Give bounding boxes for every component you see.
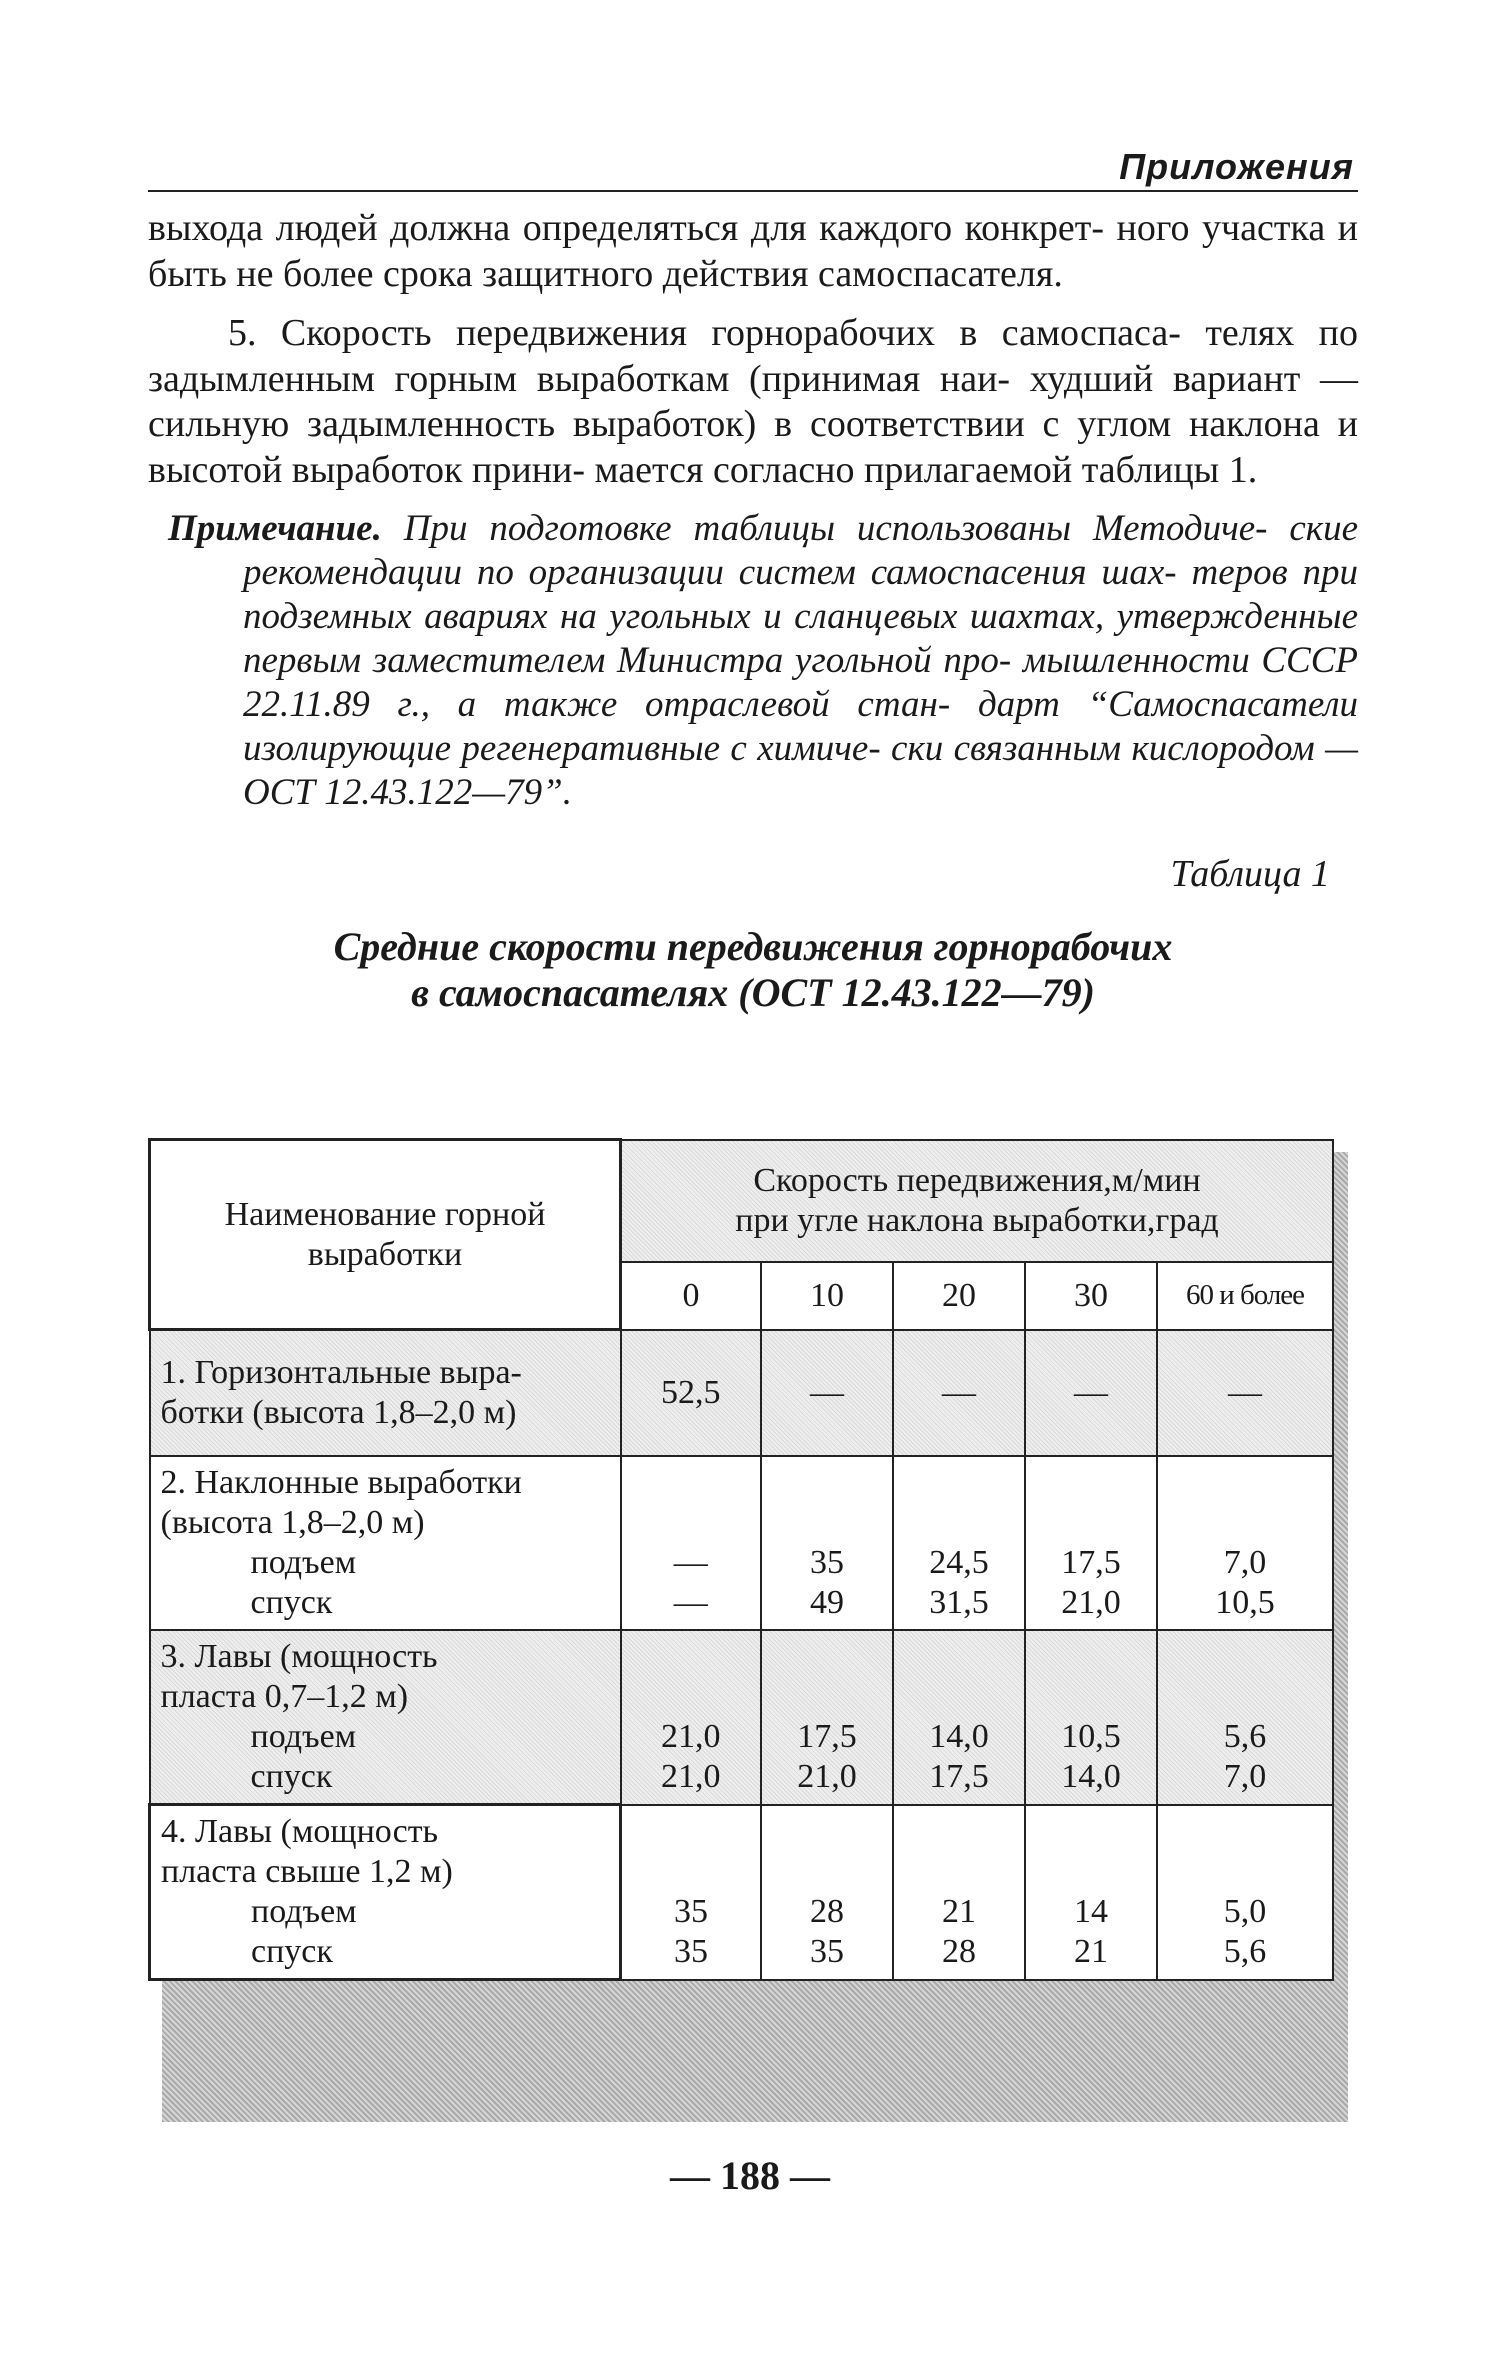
value-up: 5,6 <box>1223 1718 1267 1756</box>
table-row <box>150 1330 1334 1457</box>
page-body <box>148 146 1359 1016</box>
angle-header: 60 и более <box>1157 1262 1333 1330</box>
table-cell <box>1157 1805 1333 1980</box>
value-down: 7,0 <box>1223 1758 1267 1796</box>
col-name-line: выработки <box>307 1235 463 1273</box>
row-label-line: 1. Горизонтальные выра- <box>160 1354 522 1391</box>
sub-label-down: спуск <box>251 1933 333 1970</box>
value-up: — <box>673 1544 708 1581</box>
value-up: 7,0 <box>1223 1544 1267 1581</box>
caption-line: Средние скорости передвижения горнорабочих <box>333 924 1173 969</box>
note <box>148 507 1358 815</box>
table-cell <box>893 1630 1025 1805</box>
value-down: 49 <box>810 1584 844 1621</box>
table-cell <box>893 1805 1025 1980</box>
value-down: 21,0 <box>797 1758 857 1796</box>
col-name-header <box>150 1140 621 1330</box>
sub-label-up: подъем <box>250 1718 357 1755</box>
value-down: 5,6 <box>1223 1933 1267 1970</box>
sub-label-down: спуск <box>250 1584 333 1621</box>
sub-label-up: подъем <box>251 1893 357 1930</box>
col-name-line: Наименование горной <box>224 1195 546 1233</box>
sub-label-down: спуск <box>250 1758 333 1795</box>
table-row <box>150 1630 1334 1805</box>
angle-header: 30 <box>1025 1262 1157 1330</box>
row-label-line: 2. Наклонные выработки <box>160 1464 522 1501</box>
p2-line: худший вариант — сильную задымленность выработок) в <box>148 357 1358 445</box>
angle-header: 20 <box>893 1262 1025 1330</box>
paragraph-2 <box>148 311 1358 493</box>
note-line: мышленности СССР 22.11.89 г., а также отраслевой стан- <box>243 640 1358 725</box>
table-cell <box>621 1630 762 1805</box>
row-label-line: ботки (высота 1,8–2,0 м) <box>160 1394 517 1431</box>
table-row <box>150 1805 1334 1980</box>
value-down: 17,5 <box>929 1758 989 1796</box>
note-line: При подготовке таблицы использованы Методиче- <box>403 508 1268 549</box>
value-down: 21,0 <box>1061 1584 1121 1621</box>
note-line: ски связанным кислородом — ОСТ 12.43.122—79”. <box>243 728 1359 813</box>
col-speed-line: Скорость передвижения,м/мин <box>753 1161 1201 1199</box>
angle-header: 0 <box>621 1262 762 1330</box>
row-label-line: 3. Лавы (мощность <box>160 1638 438 1675</box>
value-down: 31,5 <box>929 1584 989 1621</box>
table-cell <box>893 1456 1025 1630</box>
speed-table <box>148 1138 1334 1981</box>
value-down: 35 <box>810 1933 844 1970</box>
value-down: 28 <box>942 1933 976 1970</box>
col-speed-header <box>621 1140 1334 1262</box>
caption-line: в самоспасателях (ОСТ 12.43.122—79) <box>411 970 1095 1015</box>
sub-label-up: подъем <box>250 1544 357 1581</box>
value-down: 21,0 <box>661 1758 721 1796</box>
table-cell <box>1025 1805 1157 1980</box>
note-line: теров при подземных авариях на угольных и сланцевых шахтах, <box>243 552 1358 637</box>
row-label-line: пласта свыше 1,2 м) <box>161 1853 453 1890</box>
table-cell <box>621 1805 762 1980</box>
value-up: 24,5 <box>929 1544 989 1581</box>
running-header <box>148 146 1358 192</box>
note-label: Примечание. <box>168 508 382 549</box>
value-up: 35 <box>674 1893 708 1930</box>
row-label <box>150 1805 621 1980</box>
value-down: 14,0 <box>1061 1758 1121 1796</box>
value-up: 5,0 <box>1223 1893 1267 1930</box>
p2-line: телях по задымленным горным выработкам (принимая наи- <box>148 312 1359 400</box>
row-label-line: пласта 0,7–1,2 м) <box>160 1678 409 1715</box>
note-line: ские рекомендации по организации систем самоспасения шах- <box>243 508 1358 593</box>
paragraph-1 <box>148 206 1358 297</box>
value-up: 21 <box>942 1893 976 1930</box>
table-row <box>150 1456 1334 1630</box>
value-down: — <box>673 1584 708 1621</box>
row-label <box>150 1330 621 1457</box>
row-label-line: 4. Лавы (мощность <box>161 1813 439 1850</box>
col-speed-line: при угле наклона выработки,град <box>735 1201 1219 1239</box>
table-caption <box>148 924 1358 1016</box>
row-label <box>150 1456 621 1630</box>
value-up: 35 <box>810 1544 844 1581</box>
table-cell <box>621 1456 762 1630</box>
value-up: 17,5 <box>797 1718 857 1756</box>
table-cell <box>761 1456 893 1630</box>
table-cell: — <box>1157 1330 1333 1457</box>
angle-header: 10 <box>761 1262 893 1330</box>
table-cell <box>1025 1630 1157 1805</box>
table-cell: 52,5 <box>621 1330 762 1457</box>
p1-line: выхода людей должна определяться для каждого конкрет- <box>148 207 1105 249</box>
p2-line: мается согласно прилагаемой таблицы 1. <box>594 448 1258 491</box>
table-container <box>148 1138 1334 1981</box>
p2-line: 5. Скорость передвижения горнорабочих в самоспаса- <box>228 312 1181 354</box>
table-cell: — <box>761 1330 893 1457</box>
table-cell <box>1157 1456 1333 1630</box>
header-title: Приложения <box>1119 146 1354 187</box>
row-label-line: (высота 1,8–2,0 м) <box>160 1504 425 1541</box>
page-number: — 188 — <box>670 2153 830 2198</box>
p2-line: соответствии с углом наклона и высотой выработок прини- <box>148 403 1358 491</box>
header-row <box>150 1140 1334 1262</box>
value-up: 28 <box>810 1893 844 1930</box>
value-up: 14,0 <box>929 1718 989 1756</box>
p1-line: ного участка и быть не более срока защитного действия <box>148 207 1359 295</box>
table-cell <box>761 1805 893 1980</box>
row-label <box>150 1630 621 1805</box>
note-line: утвержденные первым заместителем Министра угольной про- <box>243 596 1358 681</box>
note-line: дарт “Самоспасатели изолирующие регенеративные с химиче- <box>243 684 1359 769</box>
value-down: 10,5 <box>1215 1584 1275 1621</box>
table-cell <box>761 1630 893 1805</box>
table-cell <box>1157 1630 1333 1805</box>
table-cell <box>1025 1456 1157 1630</box>
p1-line: самоспасателя. <box>817 252 1063 295</box>
value-up: 21,0 <box>661 1718 721 1756</box>
value-down: 35 <box>674 1933 708 1970</box>
value-up: 10,5 <box>1061 1718 1121 1756</box>
table-cell: — <box>1025 1330 1157 1457</box>
value-up: 14 <box>1074 1893 1108 1930</box>
value-down: 21 <box>1074 1933 1108 1970</box>
table-cell: — <box>893 1330 1025 1457</box>
value-up: 17,5 <box>1061 1544 1121 1581</box>
table-number: Таблица 1 <box>1170 853 1330 895</box>
